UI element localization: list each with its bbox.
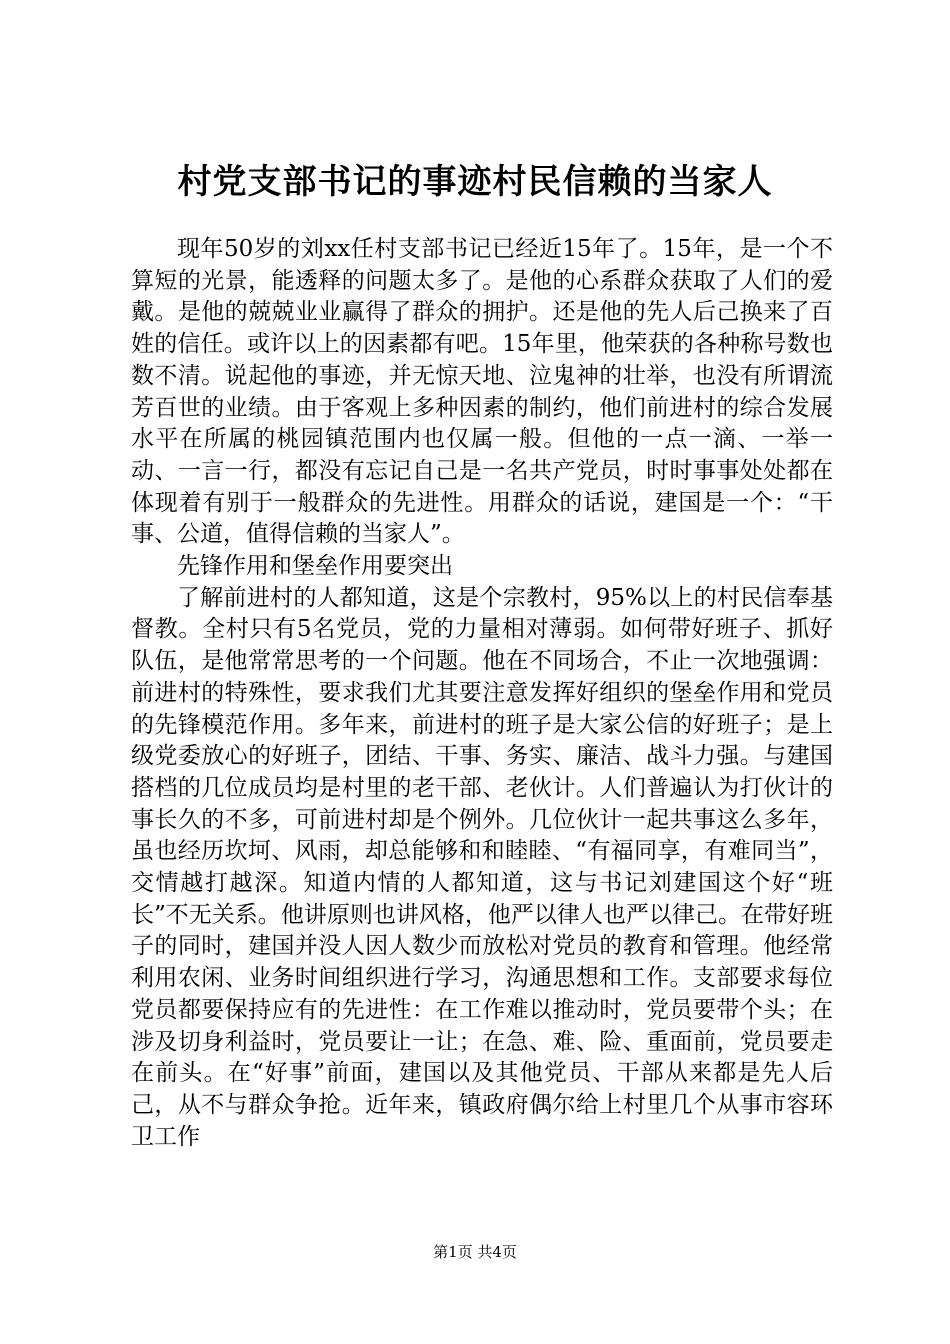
document-title: 村党支部书记的事迹村民信赖的当家人 xyxy=(177,162,773,202)
section-heading: 先锋作用和堡垒作用要突出 xyxy=(177,553,453,580)
page-number-footer: 第1页 共4页 xyxy=(433,1243,517,1261)
body-paragraph-section: 了解前进村的人都知道，这是个宗教村，95%以上的村民信奉基督教。全村只有5名党员，党的力量相对薄弱。如何带好班子、抓好队伍，是他常常思考的一个问题。他在不同场合，不止一次地强调：前进村的特殊性，要求我们尤其要注意发挥好组织的堡垒作用和党员的先锋模范作用。多年来，前进村的班子是大家公信的好班子；是上级党委放心的好班子，团结、干事、务实、廉洁、战斗力强。与建国搭档的几位成员均是村里的老干部、老伙计。人们普遍认为打伙计的事长久的不多，可前进村却是个例外。几位伙计一起共事这么多年，虽也经历坎坷、风雨，却总能够和和睦睦、“有福同享，有难同当”，交情越打越深。知道内情的人都知道，这与书记刘建国这个好“班长”不无关系。他讲原则也讲风格，他严以律人也严以律己。在带好班子的同时，建国并没人因人数少而放松对党员的教育和管理。他经常利用农闲、业务时间组织进行学习，沟通思想和工作。支部要求每位党员都要保持应有的先进性：在工作难以推动时，党员要带个头；在涉及切身利益时，党员要让一让；在急、难、险、重面前，党员要走在前头。在“好事”前面，建国以及其他党员、干部从来都是先人后己，从不与群众争抢。近年来，镇政府偶尔给上村里几个从事市容环卫工作 xyxy=(131,584,833,1150)
body-paragraph-intro: 现年50岁的刘xx任村支部书记已经近15年了。15年，是一个不算短的光景，能透释的问题太多了。是他的心系群众获取了人们的爱戴。是他的兢兢业业赢得了群众的拥护。还是他的先人后己换来了百姓的信任。或许以上的因素都有吧。15年里，他荣获的各种称号数也数不清。说起他的事迹，并无惊天地、泣鬼神的壮举，也没有所谓流芳百世的业绩。由于客观上多种因素的制约，他们前进村的综合发展水平在所属的桃园镇范围内也仅属一般。但他的一点一滴、一举一动、一言一行，都没有忘记自己是一名共产党员，时时事事处处都在体现着有别于一般群众的先进性。用群众的话说，建国是一个：“干事、公道，值得信赖的当家人”。 xyxy=(131,236,833,548)
document-body xyxy=(131,234,833,1153)
